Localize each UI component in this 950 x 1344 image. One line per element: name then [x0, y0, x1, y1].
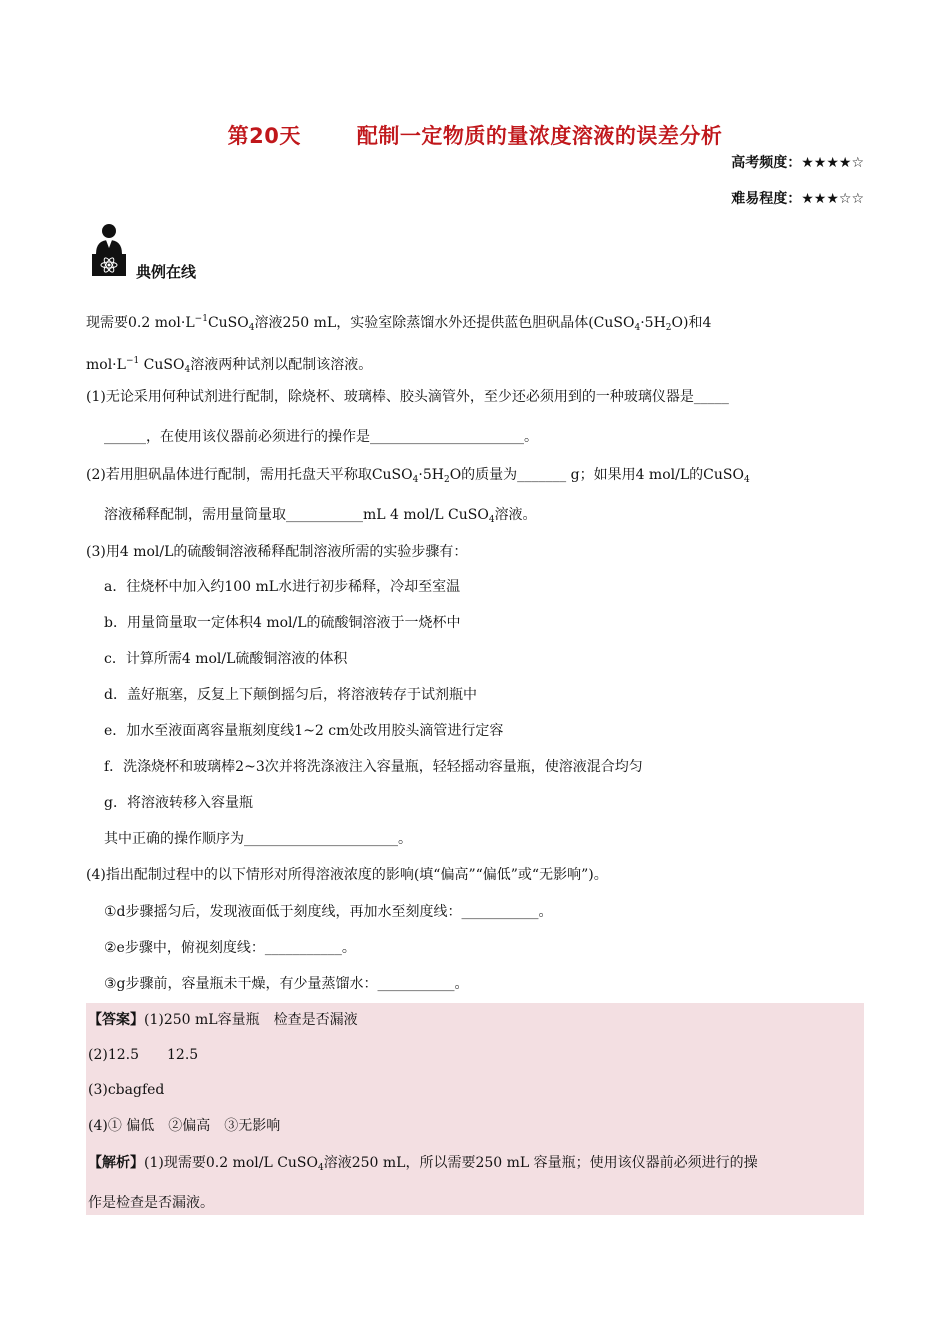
step-d: d．盖好瓶塞，反复上下颠倒摇匀后，将溶液转存于试剂瓶中 — [104, 687, 477, 703]
analysis-line-1: 【解析】(1)现需要0.2 mol/L CuSO$_4$溶液250 mL，所以需要250 mL 容量瓶；使用该仪器前必须进行的操 — [88, 1155, 758, 1173]
intro-line-1: 现需要0.2 $mol\cdot L^{-1}CuSO_4$溶液250 mL，实验室除蒸馏水外还提供蓝色胆矾晶体$(CuSO_4\cdot 5H_2O)$和4 — [86, 314, 712, 333]
step-g: g．将溶液转移入容量瓶 — [104, 795, 253, 811]
answer-1: 【答案】(1)250 mL容量瓶 检查是否漏液 — [88, 1012, 358, 1028]
answer-3: (3)cbagfed — [88, 1082, 165, 1098]
answer-2: (2)12.5 12.5 — [88, 1047, 199, 1063]
step-a: a．往烧杯中加入约100 mL水进行初步稀释，冷却至室温 — [104, 579, 461, 595]
difficulty-label: 难易程度： — [731, 191, 802, 207]
frequency-label: 高考频度： — [731, 155, 802, 171]
q2-line-1: (2)若用胆矾晶体进行配制，需用托盘天平称取$CuSO_4\cdot 5H_2O$的质量为_______ g；如果用4 mol/L的CuSO$_4$ — [86, 467, 750, 485]
answer-label: 【答案】 — [88, 1012, 144, 1028]
q4-item-1: ①d步骤摇匀后，发现液面低于刻度线，再加水至刻度线：___________。 — [104, 904, 553, 920]
answer-box — [86, 1003, 864, 1215]
teacher-icon — [92, 222, 126, 278]
q2-line-2: 溶液稀释配制，需用量筒量取___________mL 4 mol/L CuSO$_4$溶液。 — [104, 507, 537, 525]
analysis-label: 【解析】 — [88, 1155, 144, 1171]
step-e: e．加水至液面离容量瓶刻度线1~2 cm处改用胶头滴管进行定容 — [104, 723, 504, 739]
q1-line-2: ______，在使用该仪器前必须进行的操作是______________________。 — [104, 429, 538, 445]
q4-item-3: ③g步骤前，容量瓶未干燥，有少量蒸馏水：___________。 — [104, 976, 469, 992]
answer-4: (4)① 偏低 ②偏高 ③无影响 — [88, 1118, 281, 1134]
frequency-stars: ★★★★☆ — [801, 155, 864, 171]
analysis-line-2: 作是检查是否漏液。 — [88, 1195, 214, 1211]
q1-line-1: (1)无论采用何种试剂进行配制，除烧杯、玻璃棒、胶头滴管外，至少还必须用到的一种玻璃仪器是_____ — [86, 389, 729, 405]
topic-title: 配制一定物质的量浓度溶液的误差分析 — [356, 124, 723, 148]
q4-item-2: ②e步骤中，俯视刻度线：___________。 — [104, 940, 356, 956]
difficulty-rating — [731, 188, 864, 208]
q3-order: 其中正确的操作顺序为______________________。 — [104, 831, 412, 847]
step-b: b．用量筒量取一定体积4 mol/L的硫酸铜溶液于一烧杯中 — [104, 615, 461, 631]
frequency-rating — [731, 152, 864, 172]
intro-line-2: $mol\cdot L^{-1}$ CuSO$_4$溶液两种试剂以配制该溶液。 — [86, 356, 373, 375]
difficulty-stars: ★★★☆☆ — [801, 191, 864, 207]
page-title — [0, 120, 950, 150]
step-c: c．计算所需4 mol/L硫酸铜溶液的体积 — [104, 651, 348, 667]
q3-intro: (3)用4 mol/L的硫酸铜溶液稀释配制溶液所需的实验步骤有： — [86, 544, 468, 560]
section-heading: 典例在线 — [136, 263, 197, 281]
step-f: f．洗涤烧杯和玻璃棒2~3次并将洗涤液注入容量瓶，轻轻摇动容量瓶，使溶液混合均匀 — [104, 759, 643, 775]
q4-intro: (4)指出配制过程中的以下情形对所得溶液浓度的影响(填“偏高”“偏低”或“无影响”)。 — [86, 867, 608, 883]
day-label: 第20天 — [227, 124, 301, 148]
